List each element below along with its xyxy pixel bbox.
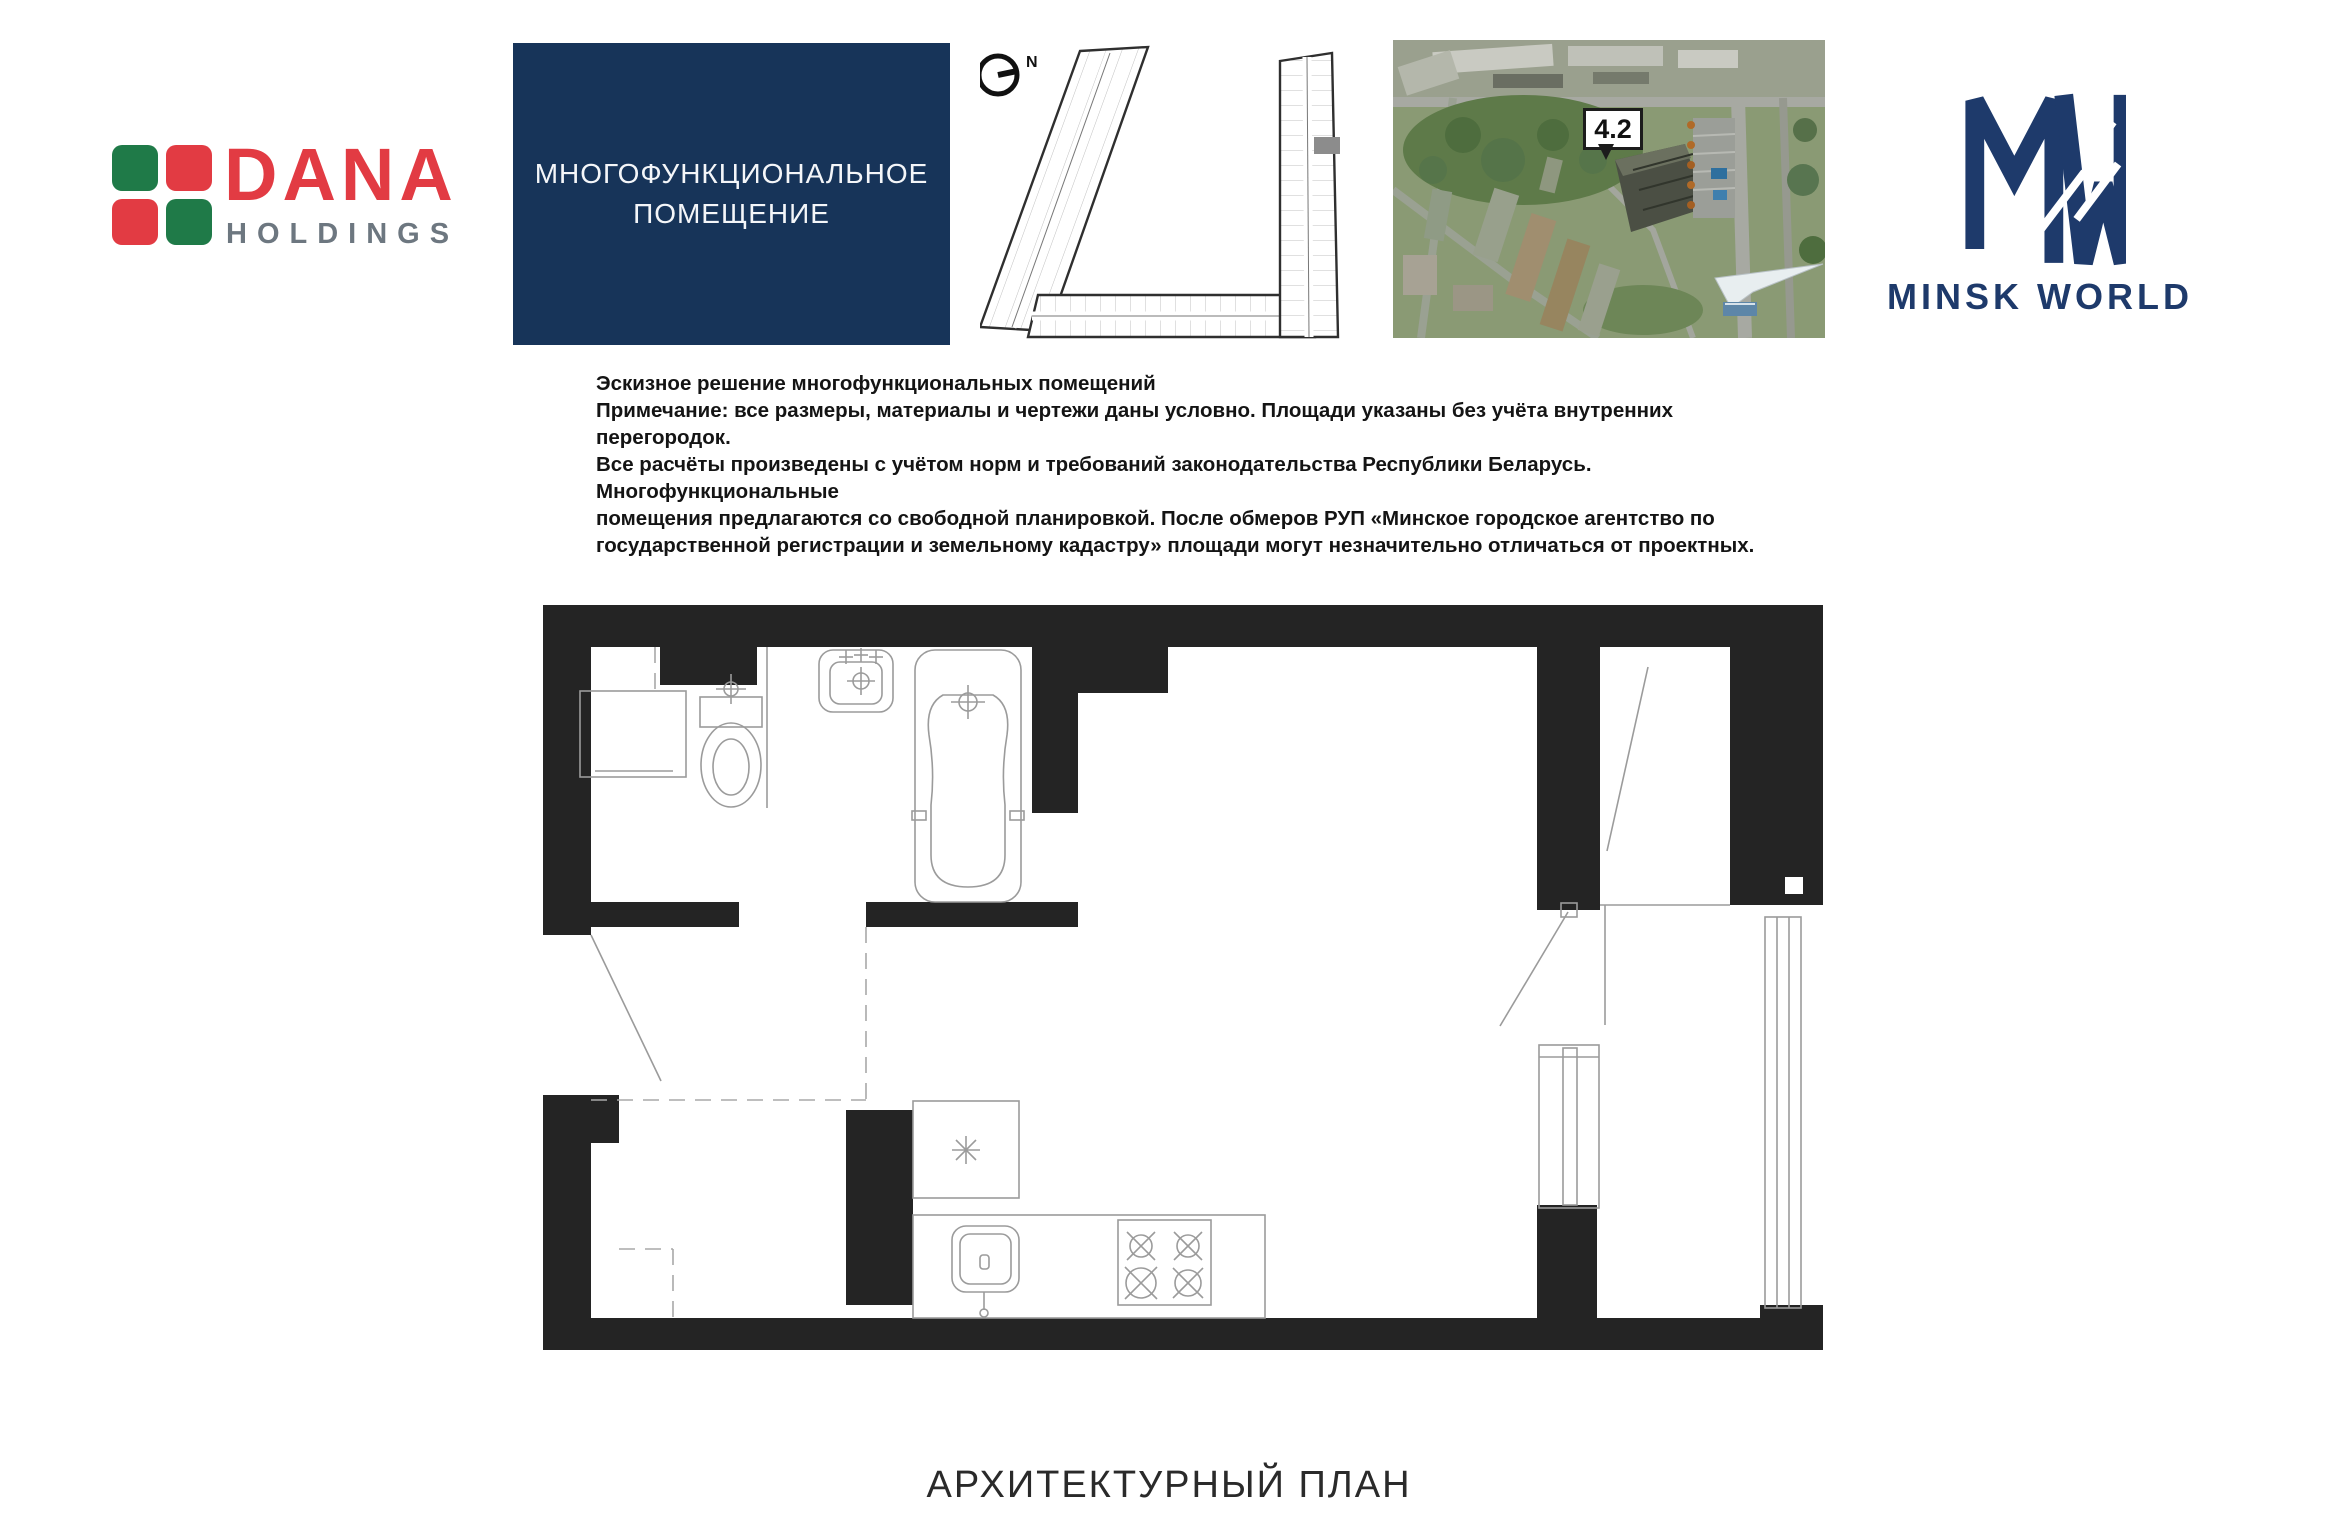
kitchen-sink bbox=[952, 1226, 1019, 1317]
vent-niche bbox=[913, 1101, 1019, 1198]
unit-type-line1: МНОГОФУНКЦИОНАЛЬНОЕ bbox=[534, 158, 929, 189]
north-label: N bbox=[1026, 54, 1038, 71]
bathtub bbox=[912, 650, 1024, 902]
apartment-floor-plan bbox=[543, 605, 1823, 1350]
loggia-niche-lines bbox=[1600, 667, 1730, 1025]
aerial-city-blocks bbox=[1393, 40, 1825, 98]
dana-logo-text: DANA bbox=[224, 133, 458, 216]
dana-holdings-logo bbox=[112, 133, 492, 257]
key-plan-left-wing bbox=[980, 47, 1148, 331]
plan-walls bbox=[543, 605, 1823, 1350]
north-arrow-icon bbox=[980, 54, 1038, 94]
page-title: АРХИТЕКТУРНЫЙ ПЛАН bbox=[926, 1464, 1412, 1506]
dana-square-green2-icon bbox=[166, 199, 212, 245]
right-window bbox=[1539, 1045, 1599, 1208]
minsk-world-logo-text: MINSK WORLD bbox=[1887, 276, 2193, 317]
kitchen-counter bbox=[913, 1215, 1265, 1318]
plan-dashed-partitions bbox=[591, 647, 866, 1318]
disclaimer-line: Примечание: все размеры, материалы и чертежи даны условно. Площади указаны без учёта внутренних перегородок. bbox=[596, 399, 1674, 449]
dana-square-red-icon bbox=[166, 145, 212, 191]
unit-callout-badge: 4.2 bbox=[1583, 108, 1643, 150]
key-plan-bottom-wing bbox=[1028, 295, 1315, 337]
balcony-door bbox=[1500, 903, 1577, 1026]
dana-square-red2-icon bbox=[112, 199, 158, 245]
washing-machine bbox=[580, 691, 686, 777]
unit-callout-pointer bbox=[1598, 144, 1614, 160]
disclaimer-line: Эскизное решение многофункциональных помещений bbox=[596, 372, 1156, 395]
stove-hob bbox=[1118, 1220, 1211, 1305]
plan-fixtures bbox=[580, 647, 1801, 1318]
aerial-parking bbox=[1687, 118, 1735, 218]
key-plan-right-wing bbox=[1280, 53, 1338, 337]
unit-type-line2: ПОМЕЩЕНИЕ bbox=[633, 198, 830, 229]
disclaimer-line: государственной регистрации и земельному кадастру» площади могут незначительно отличаться от проектных. bbox=[596, 534, 1755, 557]
entry-door-swing bbox=[591, 935, 661, 1081]
washbasin-sink bbox=[819, 648, 893, 712]
unit-type-title-box bbox=[513, 43, 950, 345]
dana-square-green-icon bbox=[112, 145, 158, 191]
toilet bbox=[700, 674, 762, 807]
disclaimer-text bbox=[596, 370, 1786, 559]
key-plan-highlighted-unit bbox=[1314, 137, 1340, 154]
disclaimer-line: помещения предлагаются со свободной планировкой. После обмеров РУП «Минское городское агентство по bbox=[596, 507, 1715, 530]
dana-squares-icon bbox=[112, 145, 212, 245]
loggia-glazing bbox=[1765, 917, 1801, 1308]
disclaimer-line: Все расчёты произведены с учётом норм и требований законодательства Республики Беларусь. Многофункциональные bbox=[596, 453, 1592, 503]
minsk-world-monogram-icon bbox=[1958, 68, 2126, 268]
dana-logo-subtitle: HOLDINGS bbox=[226, 218, 460, 250]
plan-wall-notch bbox=[1785, 877, 1803, 894]
building-key-plan bbox=[980, 45, 1345, 340]
aerial-render bbox=[1393, 40, 1825, 338]
masterplan-aerial-image bbox=[1393, 40, 1825, 338]
